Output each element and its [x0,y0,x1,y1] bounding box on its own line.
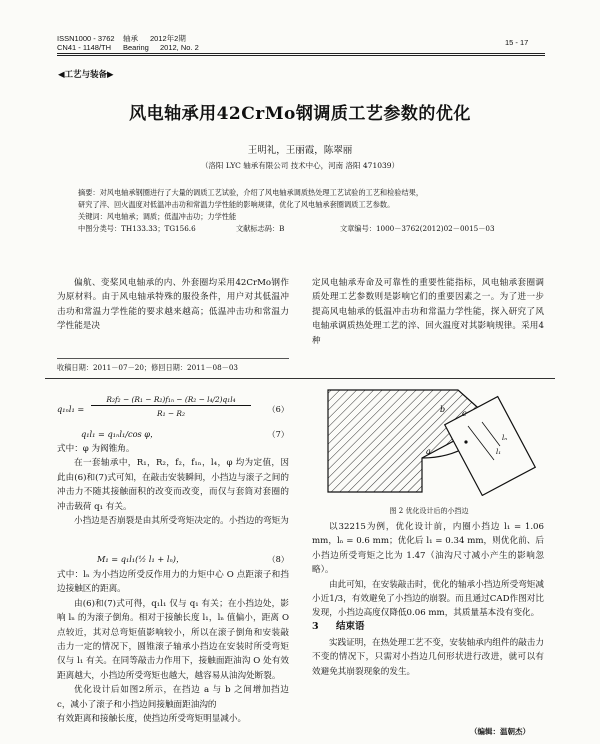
header-journal-en: Bearing [123,43,149,52]
classification-row [78,223,548,235]
paragraph-conclusion-effect: 由此可知，在安装敲击时，优化的轴承小挡边所受弯矩减小近1/3，有效避免了小挡边的崩裂。而且通过CAD作图对比发现，小挡边高度仅降低0.06 mm，其质量基本没有变化。 [312,579,544,619]
eq7-number: （7） [267,429,289,439]
fig-label-c: c [462,409,467,418]
footnote-rule [57,358,289,359]
keywords: 关键词：风电轴承；调质；低温冲击功；力学性能 [78,212,237,221]
header-cn: CN41 - 1148/TH [57,43,112,52]
eq6-lhs: q₁ₙl₁ = [57,404,85,414]
header-issue-en: 2012, No. 2 [160,43,199,52]
paragraph-ln-def: 式中：lₙ 为小挡边所受反作用力的力矩中心 O 点距滚子和挡边接触区的距离。 [57,570,289,595]
intro-left-paragraph: 偏航、变桨风电轴承的内、外套圈均采用42CrMo钢作为原材料。由于风电轴承特殊的服役条件，用户对其低温冲击功和常温力学性能的要求越来越高；低温冲击功和常温力学性能是决 [57,278,289,332]
paragraph-phi: 式中：φ 为阀锥角。 [57,444,135,454]
section-tag: ◀工艺与装备▶ [58,70,114,80]
paragraph-effective: 有效距离和接触长度，使挡边所受弯矩明显减小。 [57,714,247,725]
editor-note: （编辑：温朝杰） [470,727,530,736]
paragraph-moment-intro: 小挡边是否崩裂是由其所受弯矩决定的。小挡边的弯矩为 [74,516,289,527]
paragraph-practice: 实践证明，在热处理工艺不变，安装轴承内组件的敲击力不变的情况下，只需对小挡边几何形状进行改进，就可以有效避免其崩裂现象的发生。 [312,638,544,677]
eq6-numerator: R₂f₂ − (R₁ − R₂)f₁ₙ − (R₂ − l₄/2)q₁l₄ [91,395,251,406]
eq6-denominator: R₁ − R₂ [157,409,185,418]
page-break-rule [45,378,555,379]
authors: 王明礼，王丽霞，陈翠丽 [247,145,353,156]
fig-label-a: a [426,447,431,456]
right-body-conclusion [312,636,544,679]
equation-8 [57,552,289,568]
eq7-text: q₁l₁ = q₁ₙl₁/cos φ， [81,429,159,439]
doc-code: 文献标志码：B [236,224,285,233]
eq6-number: （6） [267,404,289,414]
header-issn: ISSN1000 - 3762 [57,34,115,43]
eq8-number: （8） [267,554,289,564]
paragraph-optimized: 优化设计后如图2所示，在挡边 a 与 b 之间增加挡边 c，减小了滚子和小挡边间接触面距油沟的 [57,685,289,710]
fig-label-l1: l₁ [496,448,502,456]
intro-right-paragraph: 定风电轴承寿命及可靠性的重要性能指标，风电轴承套圈调质处理工艺参数则是影响它们的重要因素之一。为了进一步提高风电轴承的低温冲击功和常温力学性能，探入研究了风电轴承调质热处理工艺的淬、回火温度对其影响规律。采用4种 [312,278,544,346]
left-body-upper [57,442,289,528]
section-3-title: 结束语 [335,621,365,632]
header-rule-2 [57,55,545,56]
abstract-block [78,187,548,235]
paragraph-example: 以32215为例，优化设计前，内圈小挡边 l₁ = 1.06 mm，lₙ = 0.6 mm；优化后 l₁ = 0.34 mm，则优化前、后小挡边所受弯矩之比为 1.47（油沟尺寸减小产生的影响忽略）。 [312,522,544,576]
figure-2-drawing [318,386,540,496]
header-rule [57,53,545,54]
fig-label-b: b [440,405,446,414]
received-date: 收稿日期：2011－07－20；修回日期：2011－08－03 [57,363,238,372]
paragraph-impact: 在一套轴承中，R₁，R₂，f₂，f₁ₙ，l₄，φ 均为定值，因此由(6)和(7)式可知，在敲击安装瞬间，小挡边与滚子之间的冲击力不随其接触面积的改变而改变，而仅与套筒对套圈的冲击载荷 q₁ 有关。 [57,458,289,512]
eq8-text: M₁ = q₁l₁(½ l₁ + lₙ)， [97,554,185,564]
clc-number: 中图分类号：TH133.33；TG156.6 [78,224,196,233]
left-body-lower [57,568,289,726]
header-page-range: 15 - 17 [505,38,529,47]
abstract-line-1: 摘要：对风电轴承钢圈进行了大量的调质工艺试验，介绍了风电轴承调质热处理工艺试验的工艺和检验结果， [78,188,424,197]
section-3-heading [312,618,364,632]
affiliation: （洛阳 LYC 轴承有限公司 技术中心，河南 洛阳 471039） [200,161,400,170]
header-journal-cn: 轴承 [123,34,138,43]
header-issue-cn: 2012年2期 [150,34,186,43]
moment-center-point [464,440,467,443]
figure-2-caption: 图 2 优化设计后的小挡边 [389,507,469,515]
right-body [312,520,544,621]
equation-7 [57,429,289,443]
intro-right-column [312,276,544,348]
intro-left-column [57,276,289,334]
article-number: 文章编号：1000－3762(2012)02－0015－03 [340,224,495,233]
article-title: 风电轴承用42CrMo钢调质工艺参数的优化 [129,104,471,124]
equation-6 [57,395,289,425]
section-3-number: 3 [312,621,319,632]
abstract-line-2: 研究了淬、回火温度对低温冲击功和常温力学性能的影响规律，优化了风电轴承套圈调质工艺参数。 [78,200,395,209]
fig-label-ln: lₙ [502,434,508,442]
paragraph-analysis: 由(6)和(7)式可得，q₁l₁ 仅与 q₁ 有关；在小挡边处，影响 lₙ 的为滚子倒角。相对于接触长度 l₁，lₙ 值偏小，距离 O 点较近，其对总弯矩值影响较小，所以在滚子倒角和安装敲击力一定的情况下，圆锥滚子轴承小挡边在安装时所受弯矩仅与 l₁ 有关。在同等敲击力作用下，接触面距油沟 O 处有效距离越大，小挡边所受弯矩也越大，越容易从油沟处断裂。 [57,598,289,681]
